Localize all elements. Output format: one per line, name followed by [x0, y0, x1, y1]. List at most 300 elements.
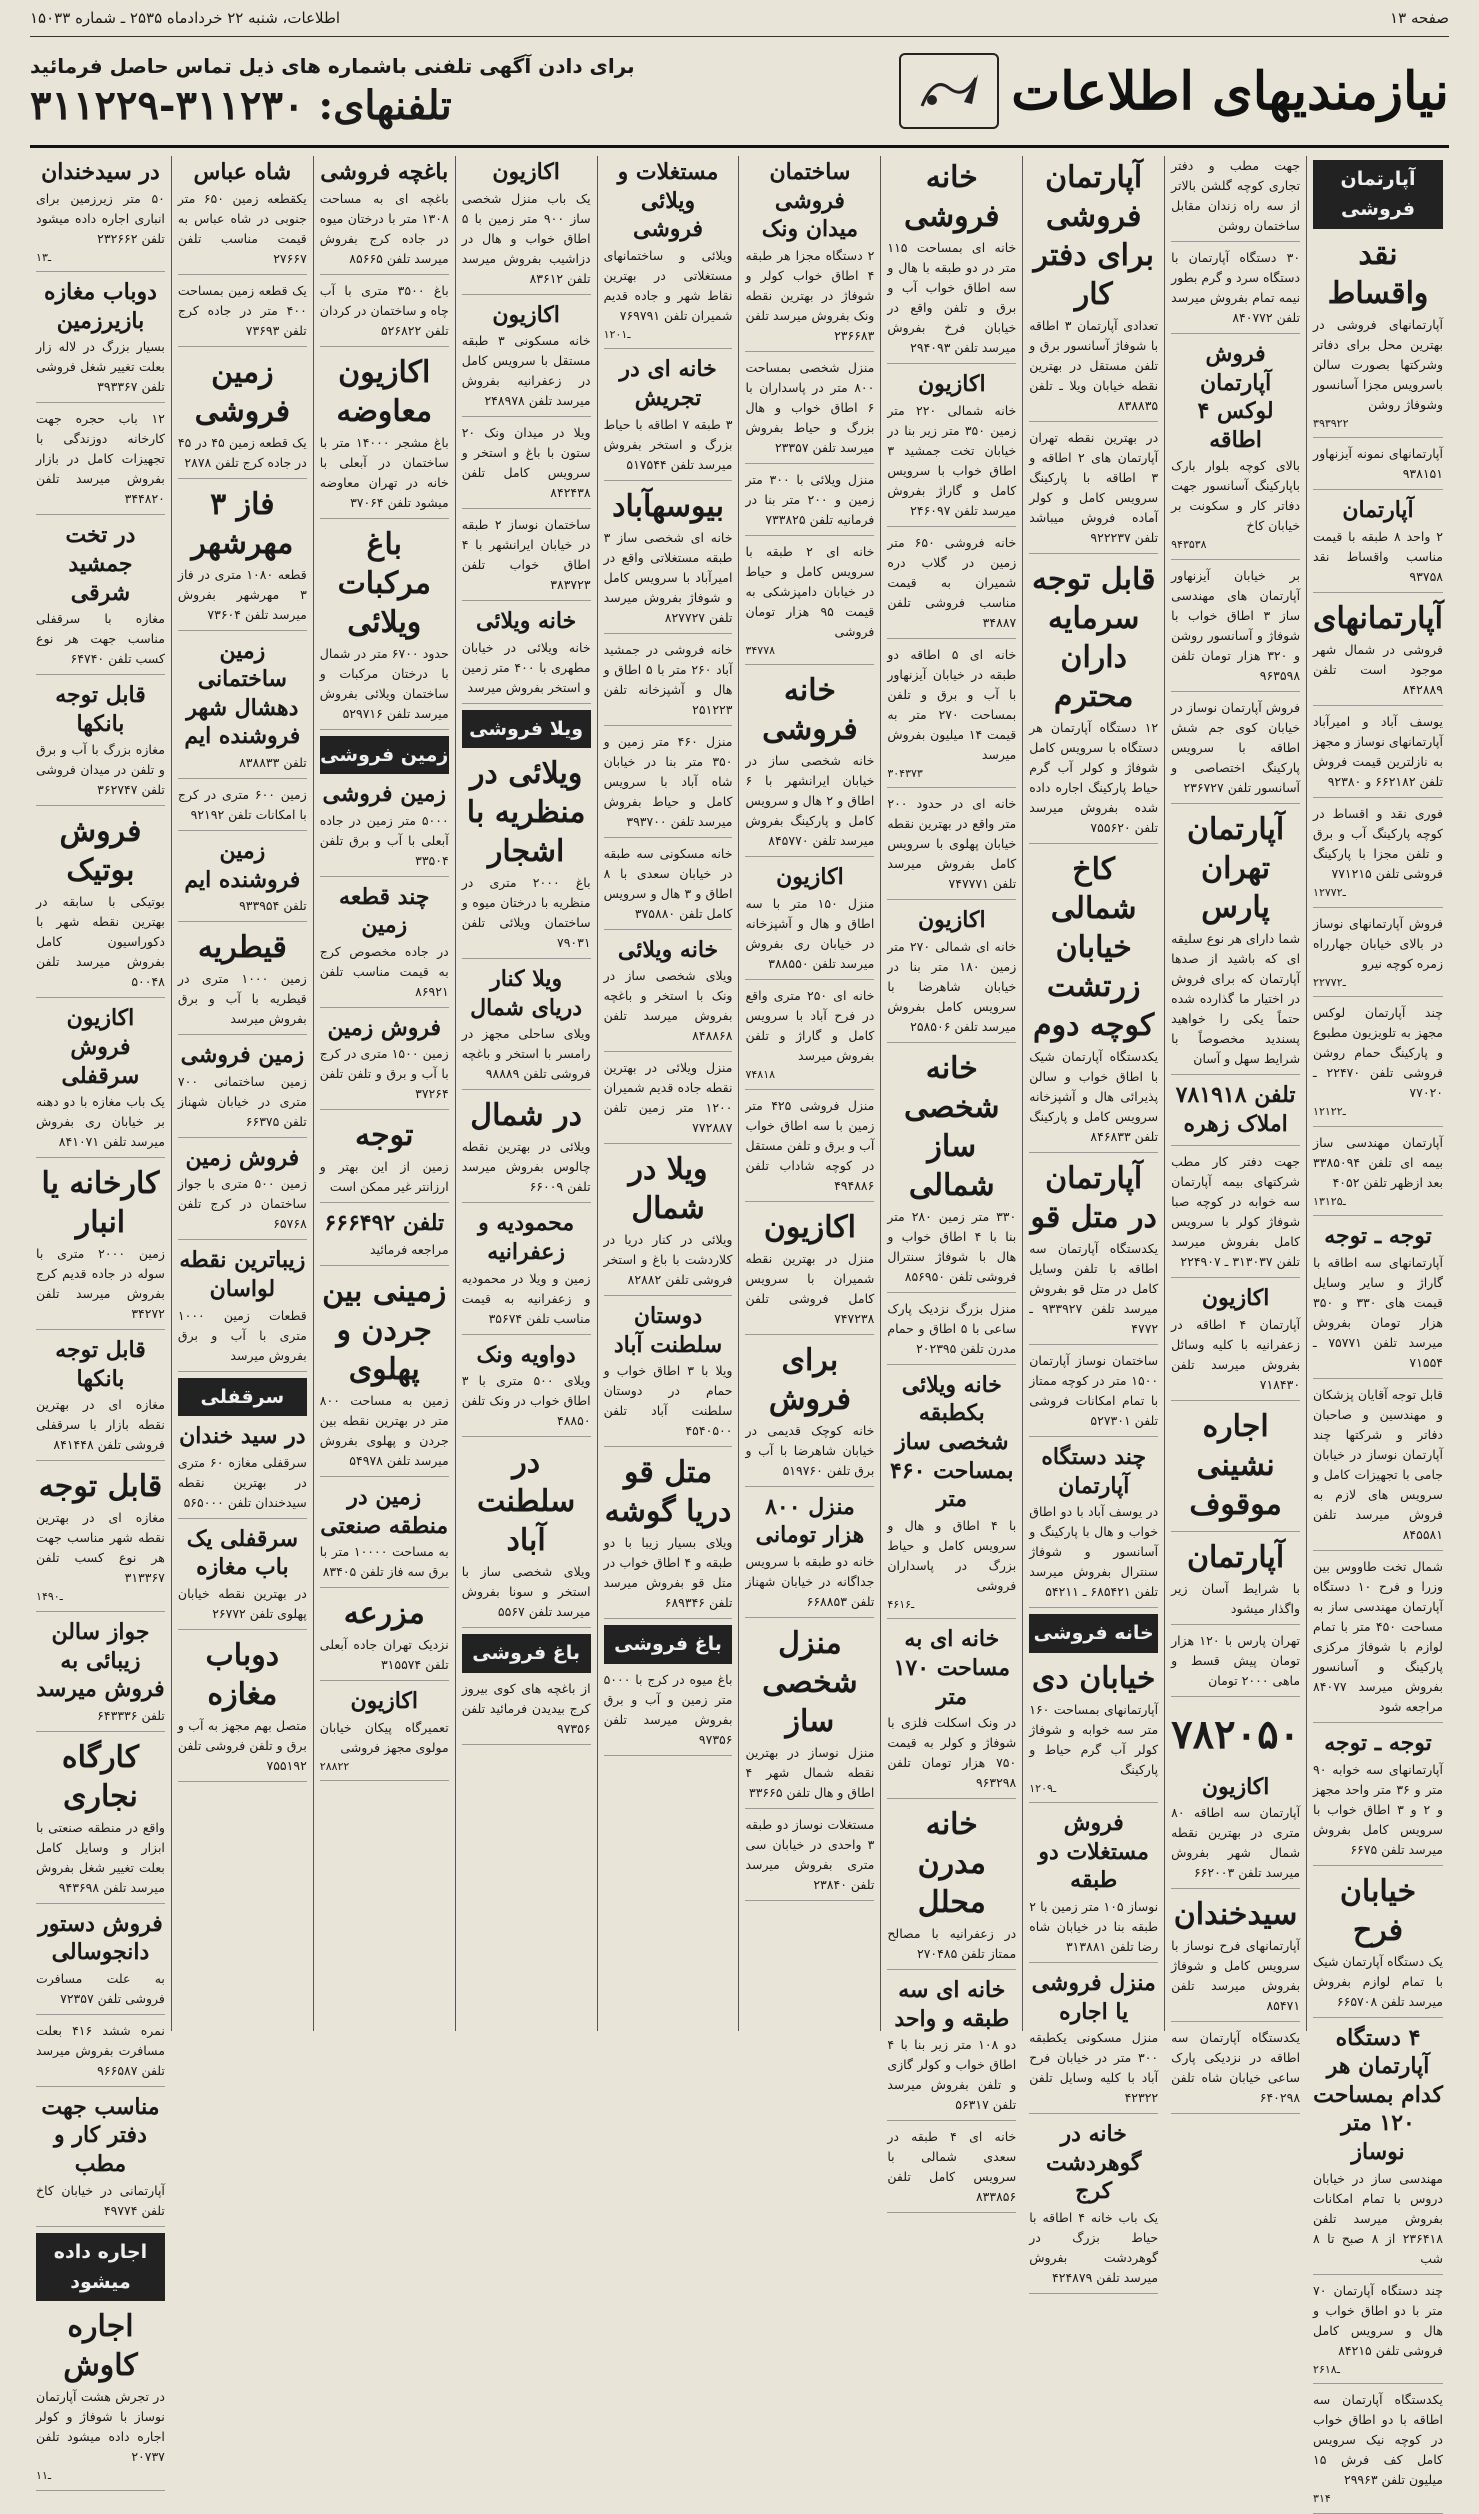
classified-ad [320, 1594, 449, 1681]
ad-body: خانه ای ۲ طبقه با سرویس کامل و حیاط در خیابان دامپزشکی به قیمت ۹۵ هزار تومان فروشی [745, 543, 875, 639]
ad-headline: خانه ویلائی [617, 936, 719, 963]
ad-headline: فروش زمین [327, 1014, 442, 1041]
section-heading: باغ فروشی [462, 1634, 591, 1672]
emblem-svg [914, 66, 984, 116]
classified-ad [320, 883, 449, 1008]
ad-body: آپارتمان ۴ اطاقه در زعفرانیه با کلیه وسائل بفروش میرسد تلفن ۷۱۸۴۳۰ [1171, 1316, 1301, 1392]
ad-body: خانه فروشی در جمشید آباد ۲۶۰ متر با ۵ اطاق و هال و آشپزخانه تلفن ۲۵۱۲۲۳ [603, 641, 733, 717]
ad-body: زمین از این بهتر و ارزانتر غیر ممکن است [319, 1159, 449, 1195]
ad-headline: دوستان سلطنت آباد [613, 1303, 723, 1358]
ad-body: فوری نقد و اقساط در کوچه پارکینگ آب و برق و تلفن مجزا با پارکینگ فروشی تلفن ۷۷۱۲۱۵ [1313, 805, 1443, 881]
ad-code: ۱ـ۲۱۲۲ [1313, 1105, 1346, 1119]
ad-body: واقع در منطقه صنعتی با ابزار و وسایل کامل بعلت تغییر شغل بفروش میرسد تلفن ۹۴۳۶۹۸ [36, 1819, 165, 1895]
classified-ad [887, 1371, 1016, 1620]
ad-body: نزدیک تهران جاده آبعلی تلفن ۳۱۵۵۷۴ [319, 1637, 449, 1673]
classified-ad [36, 2093, 165, 2227]
ad-body: بالای کوچه بلوار بارک باپارکینگ آسانسور جهت دفاتر کار و سکونت بر خیابان کاخ [1171, 458, 1301, 534]
masthead [899, 53, 1449, 129]
classified-ad [178, 785, 307, 831]
ad-headline: مناسب جهت دفتر کار و مطب [41, 2093, 160, 2178]
ad-body: خانه فروشی ۶۵۰ متر زمین در گلاب دره شمیران به قیمت مناسب فروشی تلفن ۳۴۸۸۷ [887, 534, 1017, 630]
ad-headline: بیوسهآباد [612, 488, 724, 524]
classified-ad [36, 1618, 165, 1732]
classified-ad [1029, 1809, 1158, 1963]
ad-body: ۵۰۰۰ متر زمین در جاده آبعلی با آب و برق تلفن ۳۳۵۰۴ [319, 812, 449, 868]
ad-body: یکدستگاه آپارتمان سه اطاقه در نزدیکی پارک ساعی خیابان شاه تلفن ۶۴۰۲۹۸ [1171, 2030, 1301, 2106]
classified-ad [745, 158, 874, 352]
classified-ad [36, 1164, 165, 1330]
classified-ad [745, 1208, 874, 1335]
ad-code: ۷۴۸۱۸ [745, 1067, 776, 1081]
ad-headline: توجه ـ توجه [1324, 1223, 1432, 1250]
ad-headline: خانه ای به مساحت ۱۷۰ متر [893, 1626, 1011, 1710]
classified-ad [745, 1493, 874, 1618]
classified-ad [745, 1096, 874, 1202]
ad-headline: فروش زمین [185, 1144, 300, 1171]
classified-ad [887, 2127, 1016, 2213]
ad-headline: خیابان دی [1031, 1660, 1156, 1696]
ad-body: زمین ۱۵۰۰ متری در کرج با آب و برق و تلفن تلفن ۳۷۲۶۴ [319, 1046, 449, 1102]
ad-body: منزل ویلائی در بهترین نقطه جاده قدیم شمیران ۱۲۰۰ متر زمین تلفن ۷۷۲۸۸۷ [603, 1060, 733, 1136]
classified-ad [1171, 1284, 1300, 1401]
classified-ad [745, 358, 874, 464]
ad-body: خانه ای شخصی ساز ۳ طبقه مستغلاتی واقع در امیرآباد با سرویس کامل و شوفاژ بفروش میرسد تلفن ۸۲۷۷۲۷ [603, 529, 733, 625]
ad-headline: تلفن ۷۸۱۹۱۸ املاک زهره [1175, 1081, 1296, 1137]
classified-ad [745, 542, 874, 666]
ad-body: خانه شخصی ساز در خیابان ایرانشهر با ۶ اطاق و ۲ هال و سرویس کامل و پارکینگ بفروش میرسد تلفن ۸۴۵۷۷۰ [745, 753, 875, 849]
section-heading: سرقفلی [178, 1378, 307, 1416]
ad-headline: توجه [355, 1118, 414, 1154]
ad-headline: آپارتمان فروشی برای دفتر کار [1033, 160, 1154, 312]
ad-body: قطعه ۱۰۸۰ متری در فاز ۳ مهرشهر بفروش میرسد تلفن ۷۳۶۰۴ [177, 566, 307, 622]
classified-ad [178, 281, 307, 347]
classified-ad [1171, 1407, 1300, 1532]
ad-body: جهت دفتر کار مطب شرکتهای بیمه آپارتمان سه خوابه در کوچه صبا شوفاژ کولر با سرویس کامل بفروش میرسد تلفن ۳۱۳۰۳۷ ـ ۲۲۴۹۰۷ [1171, 1154, 1301, 1270]
ad-body: خانه کوچک قدیمی در خیابان شاهرضا با آب و برق تلفن ۵۱۹۷۶۰ [745, 1422, 875, 1478]
column-2 [1164, 156, 1306, 2106]
classified-ad [1313, 2390, 1443, 2514]
classified-ad [178, 485, 307, 631]
ad-body: یکدستگاه آپارتمان شیک با اطاق خواب و سالن پذیرائی هال و آشپزخانه سرویس کامل و پارکینگ تلفن ۸۴۶۸۳۳ [1029, 1049, 1159, 1144]
ad-body: ویلای ساحلی مجهز در رامسر با استخر و باغچه فروشی تلفن ۹۸۸۸۹ [461, 1026, 591, 1082]
ad-headline: خانه فروشی [904, 160, 1000, 234]
ad-headline: اکازیون [492, 301, 560, 328]
ad-body: آپارتمانهای سه خوابه ۹۰ متر و ۳۶ متر واحد مجهز و ۲ و ۳ اطاق خواب با سرویس کامل بفروش میرسد تلفن ۶۶۷۵ [1313, 1761, 1444, 1857]
ad-body: چند دستگاه آپارتمان ۷۰ متر با دو اطاق خواب و هال و سرویس کامل فروشی تلفن ۸۴۲۱۵ [1313, 2282, 1443, 2358]
ad-headline: ویلائی در منظریه با اشجار [466, 756, 586, 870]
ad-body: زمین ۱۰۰۰ متری در قیطریه با آب و برق بفروش میرسد [177, 971, 307, 1027]
column-5 [738, 156, 880, 2031]
classified-ad [1029, 2120, 1158, 2294]
ad-headline: باغ مرکبات ویلائی [337, 526, 431, 640]
ad-body: زمین به مساحت ۸۰۰ متر در بهترین نقطه بین جردن و پهلوی بفروش میرسد تلفن ۵۴۹۷۸ [319, 1392, 449, 1468]
classified-ad [1171, 1538, 1300, 1625]
ad-body: منزل مسکونی یکطبقه ۳۰۰ متر در خیابان فرح آباد با کلیه وسایل تلفن ۴۲۳۲۲ [1029, 2030, 1159, 2106]
ad-body: ویلائی در بهترین نقطه چالوس بفروش میرسد تلفن ۶۶۰۰۹ [461, 1139, 591, 1195]
ad-body: ۳۳۰ متر زمین ۲۸۰ متر بنا با ۴ اطاق خواب و هال با شوفاژ سنترال فروشی تلفن ۸۵۶۹۵۰ [887, 1208, 1017, 1284]
ad-headline: خانه مدرن محلل [917, 1807, 986, 1921]
ad-body: مستغلات نوساز دو طبقه ۳ واحدی در خیابان سی متری بفروش میرسد تلفن ۲۳۸۴۰ [745, 1816, 875, 1892]
ad-body: فروشی در شمال شهر موجود است تلفن ۸۴۲۸۸۹ [1313, 641, 1443, 697]
ad-code: ۱ـ۲۰۱ [603, 327, 631, 341]
classified-ad [1313, 1133, 1443, 1217]
ad-headline: اکازیون فروش سرقفلی [61, 1005, 140, 1089]
ad-body: تعمیرگاه پیکان خیابان مولوی مجهز فروشی [319, 1719, 449, 1755]
classified-ad [36, 1910, 165, 2015]
ad-headline: خانه ای سه طبقه و واحد [894, 1977, 1010, 2032]
classified-ad [36, 278, 165, 403]
ad-headline: ساختمان فروشی میدان ونک [761, 159, 859, 243]
classified-ad [887, 1976, 1016, 2121]
ad-body: مراجعه فرمائید [370, 1241, 449, 1257]
page-number: صفحه ۱۳ [1390, 9, 1449, 27]
classified-ad [1171, 1631, 1300, 1697]
classified-ad [36, 2307, 165, 2491]
masthead-title: نیازمندیهای اطلاعات [1011, 60, 1449, 122]
ad-body: با شرایط آسان زیر واگذار میشود [1171, 1580, 1301, 1616]
classified-ad [1171, 1773, 1300, 1890]
ad-headline: در شمال [470, 1098, 582, 1134]
classified-ad [745, 863, 874, 980]
ad-headline: اکازیون [492, 159, 560, 185]
classified-ad [604, 936, 733, 1053]
classified-ad [462, 1341, 591, 1438]
ad-headline: قابل توجه سرمایه داران محترم [1031, 562, 1156, 714]
ad-headline: زمین فروشنده ایم [184, 837, 301, 893]
ad-headline: ۴ دستگاه آپارتمان هر کدام بمساحت ۱۲۰ متر نوساز [1313, 2024, 1443, 2165]
ad-body: به علت مسافرت فروشی تلفن ۷۲۳۵۷ [36, 1970, 165, 2006]
classified-ad [320, 780, 449, 877]
ad-body: متصل بهم مجهز به آب و برق و تلفن فروشی تلفن ۷۵۵۱۹۲ [177, 1717, 307, 1773]
ad-body: یک قطعه زمین بمساحت ۴۰۰ متر در جاده کرج تلفن ۷۳۶۹۳ [177, 282, 307, 338]
ad-body: زمین و ویلا در محمودیه و زعفرانیه به قیمت مناسب تلفن ۳۵۶۷۴ [461, 1270, 591, 1326]
ad-body: خانه ای ۲۵۰ متری واقع در فرح آباد با سرویس کامل و گاراژ و تلفن بفروش میرسد [745, 987, 875, 1063]
ad-body: یکدستگاه آپارتمان سه اطاقه با تلفن وسایل کامل در متل قو بفروش میرسد تلفن ۹۳۳۹۲۷ ـ ۴۷۷۲ [1029, 1241, 1159, 1336]
ad-body: تلفن ۶۴۳۳۳۶ [97, 1707, 165, 1723]
ad-code: ۱ـ۳۱۲۵ [1313, 1194, 1346, 1208]
ad-body: قطعات زمین ۱۰۰۰ متری با آب و برق بفروش میرسد [177, 1307, 307, 1363]
ad-headline: اجاره کاوش [63, 2309, 138, 2384]
ad-body: فروش آپارتمانهای نوساز در بالای خیابان جهارراه زمره کوچه نیرو [1313, 915, 1443, 971]
classified-columns [30, 156, 1449, 2506]
ad-body: یک باب خانه ۴ اطاقه با حیاط بزرگ در گوهردشت بفروش میرسد تلفن ۴۲۴۸۷۹ [1029, 2209, 1159, 2285]
ad-body: ۱۲ باب حجره جهت کارخانه دوزندگی با تجهیزات کامل در بازار بفروش میرسد تلفن ۳۴۴۸۲۰ [36, 411, 165, 507]
ad-headline: اکازیون [776, 864, 844, 891]
classified-ad [1313, 804, 1443, 908]
big-phone-number: ۷۸۲۰۵۰ [1171, 1710, 1301, 1758]
ink-pen-emblem-icon [899, 53, 999, 129]
classified-ad [1029, 560, 1158, 844]
ad-body: آپارتمانی در خیابان کاخ تلفن ۴۹۷۷۴ [36, 2182, 165, 2218]
classified-ad [1171, 340, 1300, 560]
classified-ad [178, 1246, 307, 1371]
ad-body: ویلای شخصی ساز با استخر و سونا بفروش میرسد تلفن ۵۵۶۷ [461, 1564, 591, 1620]
ad-headline: آپارتمانهای [1313, 600, 1443, 636]
ad-body: در جاده مخصوص کرج به قیمت مناسب تلفن ۸۶۹۲۱ [319, 943, 449, 999]
ad-body: باغچه ای به مساحت ۱۳۰۸ متر با درختان میوه در جاده کرج بفروش میرسد تلفن ۸۵۶۶۵ [319, 190, 449, 266]
ad-body: نوساز ۱۰۵ متر زمین با ۲ طبقه بنا در خیابان شاه رضا تلفن ۳۱۳۸۸۱ [1029, 1898, 1159, 1954]
ad-headline: مستغلات و ویلائی فروشی [617, 159, 719, 243]
ad-body: خانه مسکونی سه طبقه در خیابان سعدی با ۸ اطاق و ۳ هال و سرویس کامل تلفن ۳۷۵۸۸۰ [603, 845, 733, 921]
classified-ad [887, 906, 1016, 1043]
ad-headline: زمین فروشی [322, 780, 446, 807]
ad-headline: اکازیون [1201, 1773, 1270, 1800]
ad-headline: سرقفلی یک باب مغازه [186, 1525, 298, 1581]
ad-body: ویلای شخصی ساز در ونک با استخر و باغچه بفروش میرسد تلفن ۸۴۸۸۶۸ [603, 968, 733, 1044]
classified-ad [1171, 1152, 1300, 1278]
ad-headline: خانه در گوهردشت کرج [1045, 2121, 1142, 2205]
classified-ad [320, 353, 449, 519]
ad-code: ۱ـ۲۰۹ [1029, 1781, 1057, 1795]
ad-code: ۹۴۳۵۳۸ [1171, 538, 1207, 552]
classified-ad [178, 1144, 307, 1241]
ad-body: خانه ای در حدود ۲۰۰ متر واقع در بهترین نقطه خیابان پهلوی با سرویس کامل بفروش میرسد تلفن ۷۴۷۷۷۱ [887, 796, 1017, 892]
ad-body: در بهترین نقطه خیابان پهلوی تلفن ۲۶۷۷۲ [177, 1585, 307, 1621]
classified-ad [604, 1453, 733, 1619]
classified-ad [36, 812, 165, 998]
ad-body: بسیار بزرگ در لاله زار بعلت تغییر شغل فروشی تلفن ۳۹۳۳۶۷ [36, 339, 165, 395]
ad-body: خانه ای ۵ اطاقه دو طبقه در خیابان آیزنهاور با آب و برق و تلفن بمساحت ۲۷۰ متر به قیمت ۱۴ میلیون بفروش میرسد [887, 646, 1017, 762]
section-heading: آپارتمان فروشی [1313, 160, 1443, 229]
ad-code: ۱ـ۴۹۰ [36, 1590, 63, 1604]
classified-ad [320, 1483, 449, 1588]
ad-body: شما دارای هر نوع سلیقه ای که باشید از صدها آپارتمان که برای فروش در اختیار ما گذارده شده حتماً یکی را خواهید پسندید مخصوصاً با شرایط سهل و آسان [1171, 930, 1301, 1066]
classified-ad [604, 487, 733, 634]
classified-ad [887, 158, 1016, 364]
ad-body: خانه ای ۴ طبقه در سعدی شمالی با سرویس کامل تلفن ۸۳۳۸۵۶ [887, 2129, 1017, 2205]
classified-ad [320, 1209, 449, 1266]
classified-ad [36, 681, 165, 806]
ad-body: مغازه ای در بهترین نقطه شهر مناسب جهت هر نوع کسب تلفن ۳۱۳۳۶۷ [36, 1510, 165, 1586]
ad-body: منزل ۱۵۰ متر با سه اطاق و هال و آشپزخانه در خیابان ری بفروش میرسد تلفن ۳۸۸۵۵۰ [745, 895, 875, 971]
classified-ad [1313, 599, 1443, 706]
classified-ad [320, 158, 449, 275]
classified-ad [1313, 1872, 1443, 2018]
ad-headline: چند قطعه زمین [339, 883, 430, 939]
ad-body: ساختمان نوساز آپارتمان ۱۵۰۰ متر در کوچه ممتاز با تمام امکانات فروشی تلفن ۵۲۷۳۰۱ [1029, 1353, 1159, 1428]
ad-headline: قابل توجه بانکها [55, 682, 146, 737]
ad-headline: کاخ شمالی خیابان زرتشت کوچه دوم [1033, 852, 1155, 1043]
ad-headline: آپارتمان [1342, 497, 1414, 524]
ad-headline: خانه شخصی ساز شمالی [904, 1050, 1000, 1203]
classified-ad [887, 1805, 1016, 1970]
classified-ad [745, 1815, 874, 1901]
classified-ad [745, 671, 874, 857]
ad-body: آپارتمانهای فروشی در بهترین محل برای دفاتر وشرکتها بصورت سالن باسرویس مجزا آسانسور وشوفاژ روشن [1313, 316, 1443, 412]
ad-body: فروش آپارتمان نوساز در خیابان کوی جم شش اطاقه با سرویس پارکینگ اختصاصی و آسانسور تلفن ۲۳۶۷۲۷ [1171, 699, 1301, 795]
ad-headline: کارخانه یا انبار [41, 1166, 160, 1241]
classified-ad [462, 754, 591, 959]
ad-body: یک دستگاه آپارتمان شیک با تمام لوازم بفروش میرسد تلفن ۶۶۵۷۰۸ [1313, 1953, 1443, 2009]
ad-body: باغ مشجر ۱۴۰۰۰ متر با ساختمان در آبعلی با خانه در تهران معاوضه میشود تلفن ۳۷۰۶۴ [319, 434, 449, 510]
classified-ad [1171, 566, 1300, 692]
ad-headline: برای فروش [768, 1342, 851, 1417]
classified-ad [1029, 1659, 1158, 1804]
contact-block [30, 54, 635, 129]
ad-headline: خانه فروشی [762, 673, 858, 748]
ad-headline: خانه ویلائی [476, 608, 577, 635]
ad-code: ۳۱۴ [1313, 2492, 1331, 2506]
classified-ad [1171, 810, 1300, 1075]
ad-body: تهران پارس با ۱۲۰ هزار تومان پیش قسط و ماهی ۲۰۰۰ تومان [1171, 1632, 1301, 1688]
column-9 [171, 156, 313, 2031]
ad-body: خانه ای شمالی ۲۷۰ متر زمین ۱۸۰ متر بنا در خیابان شاهرضا با سرویس کامل بفروش میرسد تلفن ۲۵۸۵۰۶ [887, 938, 1017, 1034]
ad-body: خانه ویلائی در خیابان مطهری با ۴۰۰ متر زمین و استخر بفروش میرسد [461, 639, 591, 695]
ad-headline: دواویه ونک [476, 1341, 576, 1368]
classified-ad [1313, 1557, 1443, 1723]
contact-line: برای دادن آگهی تلفنی باشماره های ذیل تماس حاصل فرمائید [30, 53, 635, 78]
classified-ad [1029, 1969, 1158, 2114]
classified-ad [178, 158, 307, 275]
ad-body: ۳ طبقه ۷ اطاقه با حیاط بزرگ و استخر بفروش میرسد تلفن ۵۱۷۵۴۴ [603, 416, 733, 472]
classified-ad [1313, 1385, 1443, 1551]
ad-headline: سیدخندان [1173, 1897, 1298, 1933]
ad-code: ۱ـ۱ [36, 2469, 52, 2483]
ad-body: آپارتمانهای فرح نوساز با سرویس کامل و شوفاژ بفروش میرسد تلفن ۸۵۴۷۱ [1171, 1938, 1301, 2014]
ad-body: یکقطعه زمین ۶۵۰ متر جنوبی در شاه عباس به قیمت مناسب تلفن ۲۷۶۶۷ [177, 190, 307, 266]
classified-ad [604, 1302, 733, 1447]
ad-body: زمین ۲۰۰۰ متری با سوله در جاده قدیم کرج بفروش میرسد تلفن ۳۴۲۷۲ [36, 1246, 165, 1322]
classified-ad [178, 837, 307, 922]
classified-ad [462, 515, 591, 601]
ad-body: مغازه ای در بهترین نقطه بازار با سرقفلی فروشی تلفن ۸۴۱۴۴۸ [36, 1397, 165, 1453]
ad-body: بوتیکی با سابقه در بهترین نقطه شهر با دکوراسیون کامل بفروش میرسد تلفن ۵۰۰۴۸ [36, 894, 165, 990]
column-10 [30, 156, 171, 2483]
phone-numbers: تلفنهای: ۳۱۱۲۳۰-۳۱۱۲۲۹ [30, 81, 452, 129]
classified-ad [1171, 248, 1300, 334]
classified-ad [1313, 2024, 1443, 2275]
ad-headline: اکازیون [350, 1688, 419, 1715]
classified-ad [1313, 444, 1443, 490]
ad-code: ۴ـ۶۱۶ [887, 1597, 915, 1611]
ad-body: باغ ۲۰۰۰ متری در منظریه با درختان میوه و ساختمان ویلائی تلفن ۷۹۰۳۱ [461, 875, 591, 951]
ad-headline: فروش دستور دانجوسالی [38, 1910, 163, 1966]
classified-ad [36, 1004, 165, 1158]
classified-ad [462, 1209, 591, 1334]
ad-body: در یوسف آباد با دو اطاق خواب و هال با پارکینگ و آسانسور و شوفاژ سنترال بفروش میرسد تلفن ۶۸۵۴۲۱ ـ ۵۴۲۱۱ [1029, 1504, 1159, 1600]
classified-ad [1029, 158, 1158, 422]
ad-body: زمین ۶۰۰ متری در کرج با امکانات تلفن ۹۲۱۹۲ [177, 786, 307, 822]
ad-body: خانه ای بمساحت ۱۱۵ متر در دو طبقه با هال و سه اطاق خواب آب و برق و تلفن واقع در خیابان فرخ بفروش میرسد تلفن ۲۹۴۰۹۳ [887, 240, 1017, 355]
ad-headline: زمین فروشی [180, 1042, 305, 1069]
classified-ad [36, 409, 165, 515]
ad-headline: اکازیون [1201, 1285, 1270, 1312]
classified-ad [1313, 1222, 1443, 1379]
ad-headline: ویلا در شمال [628, 1152, 708, 1227]
classified-ad [320, 525, 449, 730]
ad-body: مغازه با سرقفلی مناسب جهت هر نوع کسب تلفن ۶۴۷۴۰ [36, 611, 165, 667]
classified-ad [320, 1014, 449, 1111]
ad-headline: قابل توجه [38, 1469, 163, 1505]
ad-body: یوسف آباد و امیرآباد آپارتمانهای نوساز و مجهز به نازلترین قیمت فروش تلفن ۶۶۲۱۸۲ و ۹۲۳۸۰ [1313, 713, 1443, 789]
ad-code: ۳۹۳۹۲۲ [1313, 416, 1349, 430]
column-4 [880, 156, 1022, 2205]
ad-headline: آپارتمان تهران پارس [1187, 811, 1285, 925]
ad-body: ویلا در میدان ونک ۲۰ ستون با باغ و استخر و سرویس کامل تلفن ۸۴۲۴۳۸ [461, 425, 591, 501]
classified-ad [320, 281, 449, 347]
classified-ad [1171, 2028, 1300, 2114]
classified-ad [462, 1096, 591, 1203]
ad-body: با ۴ اطاق و هال و سرویس کامل و حیاط بزرگ در پاسداران فروشی [887, 1517, 1017, 1593]
classified-ad [320, 1272, 449, 1477]
ad-headline: در سید خندان [179, 1422, 306, 1449]
ad-body: یک باب مغازه با دو دهنه بر خیابان ری بفروش میرسد تلفن ۸۴۱۰۷۱ [36, 1094, 165, 1150]
classified-ad [36, 1738, 165, 1904]
column-8 [313, 156, 455, 2031]
classified-ad [36, 1467, 165, 1612]
ad-body: ۲ واحد ۸ طبقه با قیمت مناسب واقساط نقد ۹۳۷۵۸ [1313, 528, 1444, 584]
issue-info: اطلاعات، شنبه ۲۲ خردادماه ۲۵۳۵ ـ شماره ۱۵۰۳۳ [30, 9, 341, 27]
ad-body: تلفن ۸۳۸۸۳۳ [239, 754, 307, 770]
classified-ad [604, 1670, 733, 1756]
ad-headline: خیابان فرح [1339, 1873, 1417, 1948]
ad-body: بر خیابان آیزنهاور آپارتمان های مهندسی ساز ۳ اطاق خواب با شوفاژ و آسانسور روشن و ۳۲۰ هزار تومان تلفن ۹۶۳۵۹۸ [1171, 567, 1301, 683]
classified-ad [1029, 850, 1158, 1153]
section-heading: زمین فروشی [320, 736, 449, 774]
ad-body: شمال تخت طاووس بین وزرا و فرح ۱۰ دستگاه آپارتمان مهندسی ساز به مساحت ۴۵۰ متر با تمام لوازم با شوفاژ مرکزی پارکینگ و آسانسور بفروش میرسد ۸۴۰۷۷ مراجعه شود [1313, 1558, 1443, 1714]
classified-ad [745, 470, 874, 536]
classified-ad [887, 1625, 1016, 1799]
ad-body: تلفن ۹۳۳۹۵۴ [239, 898, 307, 914]
ad-headline: اکازیون [918, 371, 986, 397]
ad-headline: اکازیون [918, 907, 986, 934]
classified-ad [36, 1336, 165, 1461]
ad-body: ۱۲ دستگاه آپارتمان هر دستگاه با سرویس کامل شوفاژ و کولر آب گرم حیاط پارکینگ اجاره داده شده بفروش میرسد تلفن ۷۵۵۶۲۰ [1029, 720, 1159, 835]
ad-body: آپارتمانهای بمساحت ۱۶۰ متر سه خوابه و شوفاژ کولر آب گرم حیاط و پارکینگ [1029, 1701, 1159, 1777]
classified-ad [320, 1687, 449, 1781]
ad-body: یک قطعه زمین ۴۵ در ۴۵ در جاده کرج تلفن ۲۸۷۸ [177, 434, 307, 470]
ad-body: تعدادی آپارتمان ۳ اطاقه با شوفاژ آسانسور برق و تلفن مستقل در بهترین نقطه خیابان ویلا ـ تلفن ۸۳۸۸۳۵ [1029, 318, 1159, 413]
classified-ad [1029, 1159, 1158, 1345]
ad-body: ساختمان نوساز ۲ طبقه در خیابان ایرانشهر با ۴ اطاق خواب تلفن ۳۸۳۷۲۳ [461, 517, 591, 593]
ad-code: ۲ـ۶۱۸ [1313, 2362, 1340, 2376]
ad-headline: توجه ـ توجه [1324, 1729, 1432, 1756]
ad-headline: اکازیون [763, 1209, 856, 1245]
ad-headline: دوباب مغازه بازیرزمین [44, 279, 157, 334]
ad-headline: زمینی بین جردن و پهلوی [322, 1273, 447, 1387]
classified-ad [1171, 1081, 1300, 1146]
classified-ad [887, 1049, 1016, 1293]
classified-ad [178, 1041, 307, 1138]
ad-headline: در تخت جمشید شرقی [65, 522, 136, 606]
masthead-header [30, 37, 1449, 148]
ad-body: آپارتمانهای نمونه آیزنهاور ۹۳۸۱۵۱ [1313, 446, 1443, 482]
classified-ad [36, 2021, 165, 2087]
section-heading: ویلا فروشی [462, 710, 591, 748]
ad-body: مغازه بزرگ با آب و برق و تلفن در میدان فروشی تلفن ۳۶۲۷۴۷ [36, 742, 165, 798]
ad-headline: منزل شخصی ساز [762, 1625, 858, 1739]
ad-code: ۱ـ۳ [36, 250, 52, 264]
ad-headline: زمین فروشی [194, 354, 291, 429]
ad-headline: جواز سالن زیبائی به فروش میرسد [36, 1618, 165, 1703]
column-6 [597, 156, 739, 2031]
classified-ad [462, 965, 591, 1090]
ad-headline: اجاره نشینی موقوف [1189, 1408, 1282, 1522]
classified-ad [1313, 914, 1443, 998]
ad-headline: نقد واقساط [1327, 236, 1429, 311]
classified-ad [745, 1624, 874, 1809]
ad-headline: تلفن ۶۶۶۴۹۲ [324, 1210, 445, 1237]
ad-body: آپارتمان مهندسی ساز بیمه ای تلفن ۳۳۸۵۰۹۴ بعد ازظهر تلفن ۴۰۵۲ [1313, 1134, 1443, 1190]
classified-ad [887, 645, 1016, 789]
classified-ad [1029, 1443, 1158, 1608]
ad-code: ۱ـ۲۷۷۲ [1313, 885, 1346, 899]
ad-headline: ویلا کنار دریای شمال [470, 966, 583, 1021]
ad-headline: خانه ویلائی بکطبقه شخصی ساز بمساحت ۴۶۰ متر [890, 1371, 1014, 1513]
classified-ad [462, 1679, 591, 1745]
column-3 [1022, 156, 1164, 2285]
classified-ad [1313, 1729, 1443, 1866]
